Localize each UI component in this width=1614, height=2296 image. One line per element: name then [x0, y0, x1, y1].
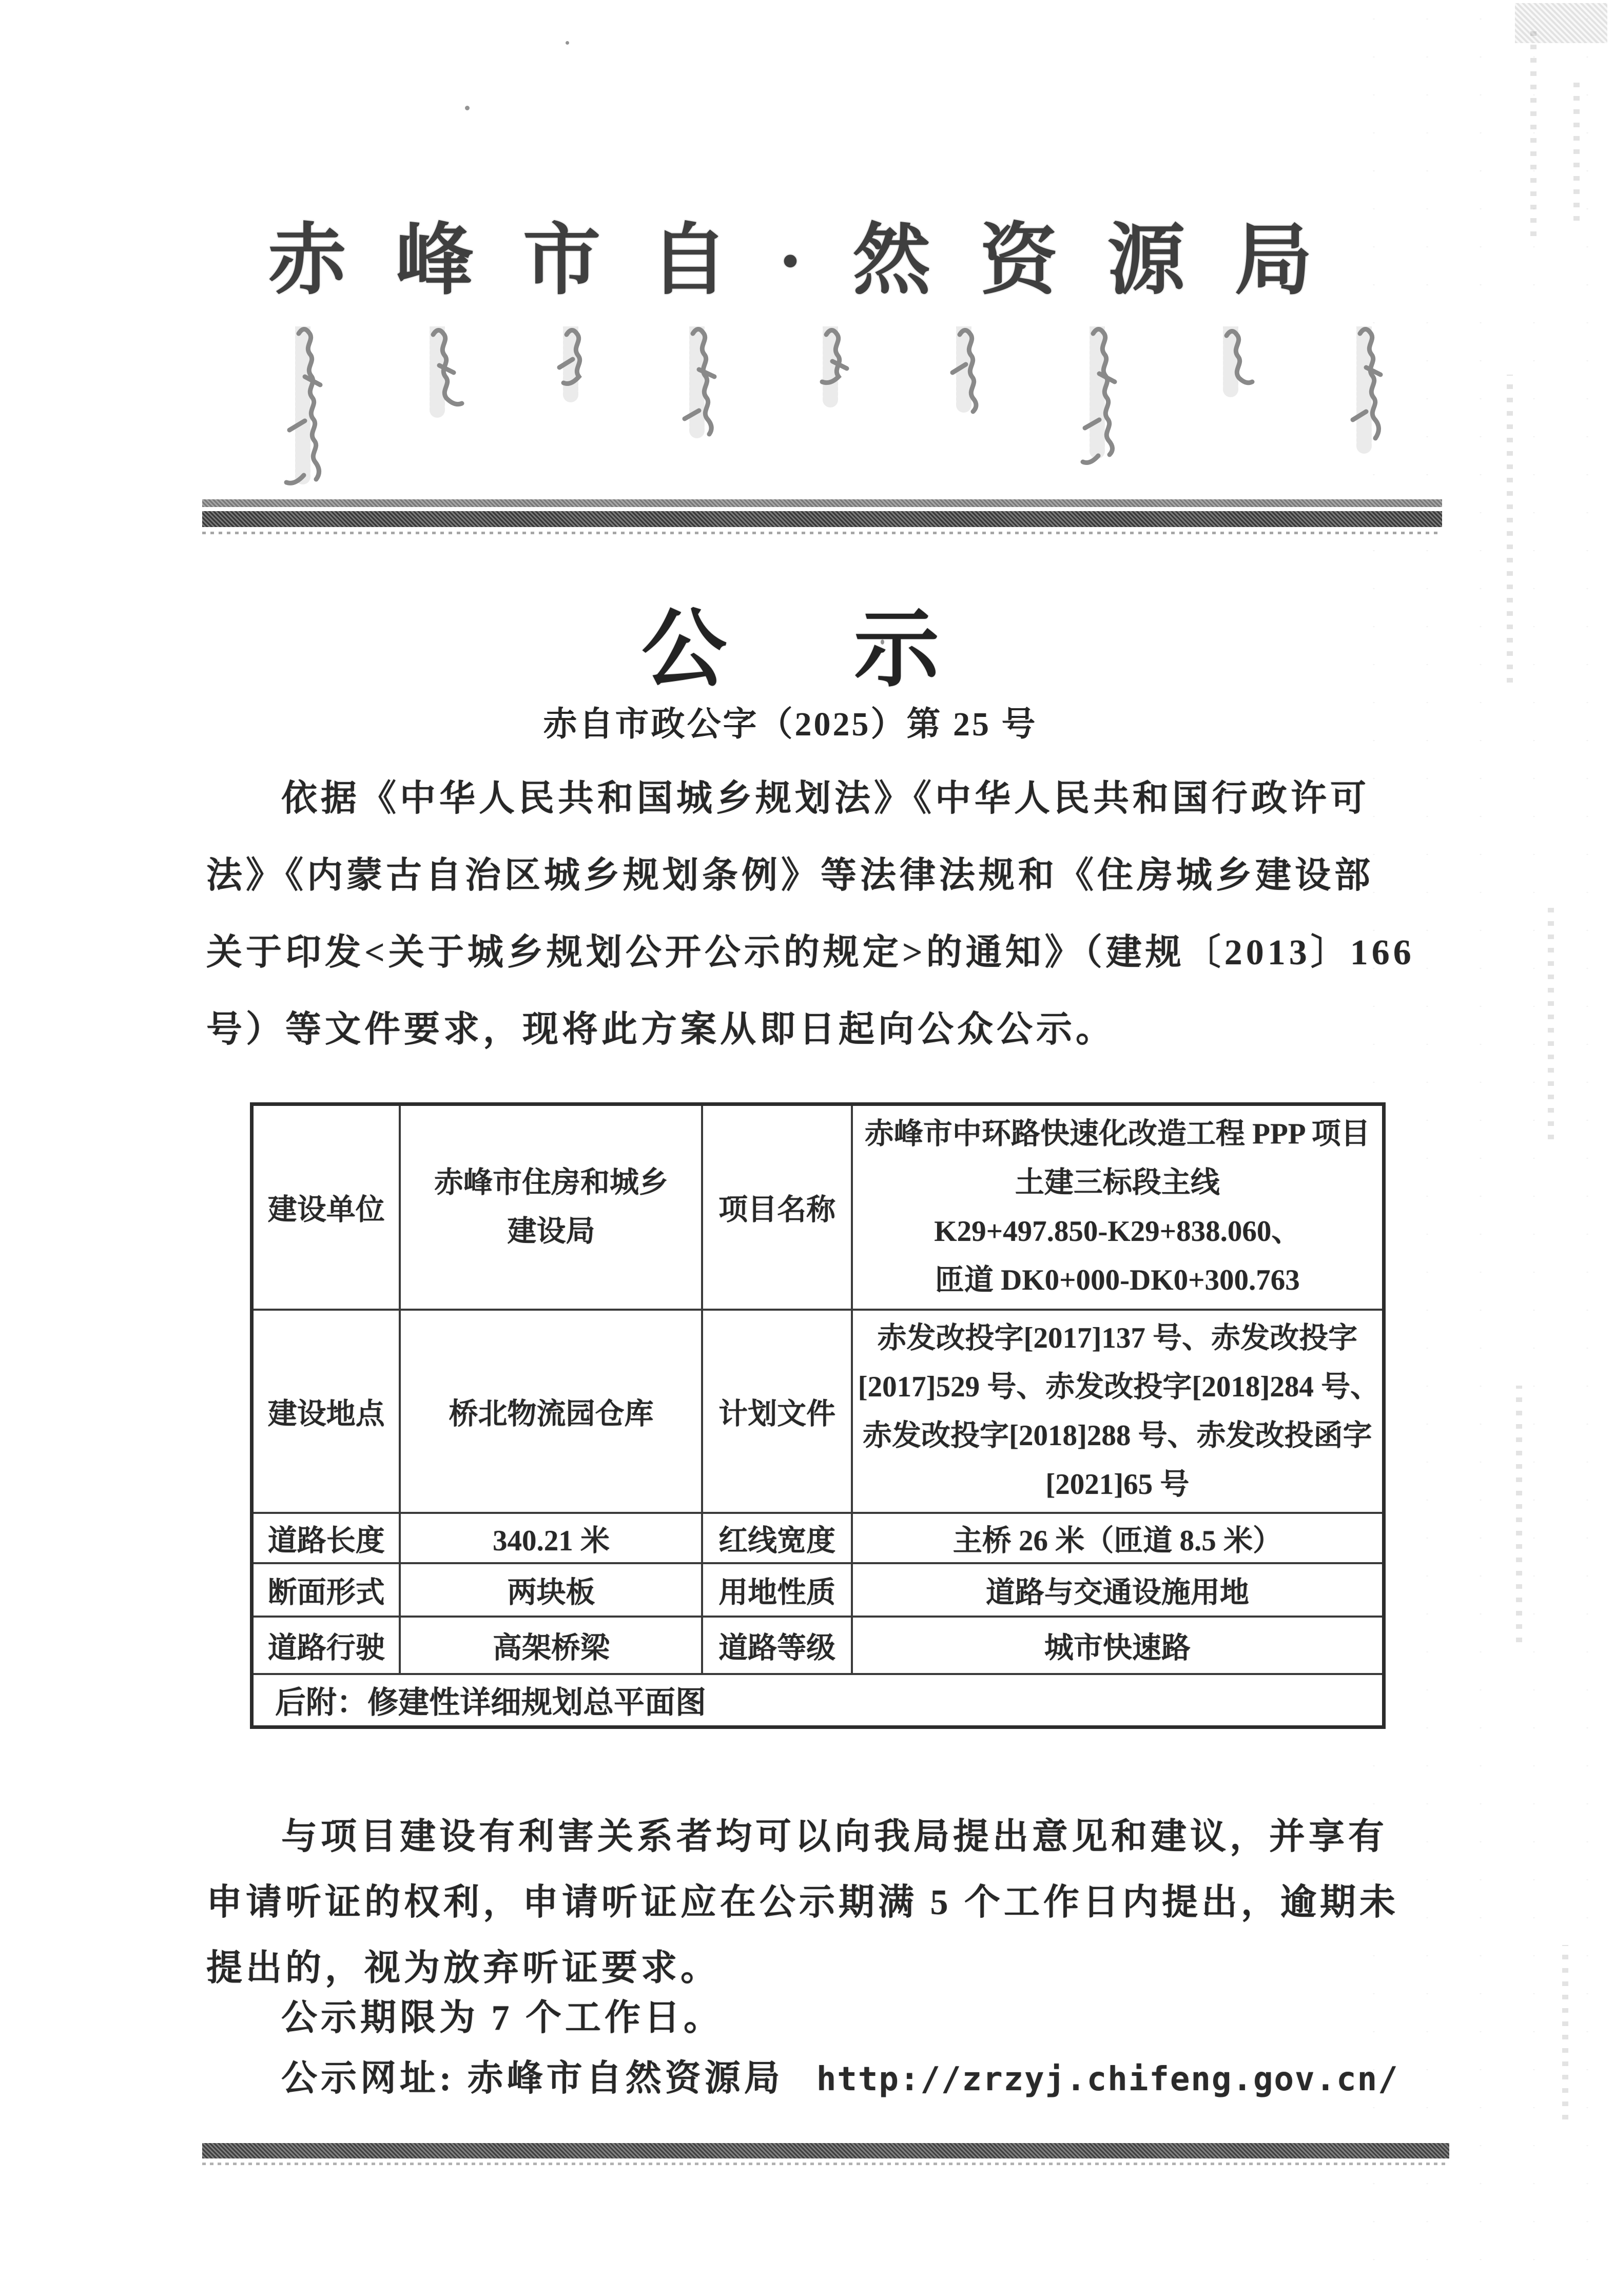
- cell-line: [2017]529 号、赤发改投字[2018]284 号、: [858, 1370, 1380, 1403]
- label-construction-site: 建设地点: [252, 1310, 400, 1513]
- scan-streak: [1530, 31, 1537, 236]
- footer-rule-dotted: [202, 2163, 1449, 2165]
- scan-speck: [566, 41, 569, 45]
- label-road-length: 道路长度: [252, 1513, 400, 1563]
- label-land-use: 用地性质: [702, 1563, 851, 1617]
- header-rule-dotted: [202, 532, 1442, 534]
- scan-streak: [1573, 77, 1580, 221]
- label-construction-unit: 建设单位: [252, 1104, 400, 1310]
- value-project-name: [852, 1104, 1384, 1310]
- label-road-grade: 道路等级: [702, 1617, 851, 1674]
- cell-line: 赤发改投字[2018]288 号、赤发改投函字: [862, 1419, 1372, 1452]
- publicity-period-line: 公示期限为 7 个工作日。: [281, 1998, 723, 2038]
- cell-line: K29+497.850-K29+838.060、: [934, 1215, 1301, 1248]
- mongolian-script-text: [226, 326, 1406, 496]
- intro-line: 号）等文件要求，现将此方案从即日起向公众公示。: [206, 1010, 1115, 1049]
- document-number: 赤自市政公字（2025）第 25 号: [543, 706, 1038, 743]
- attachment-note: 后附：修建性详细规划总平面图: [252, 1674, 1384, 1727]
- table-row: [252, 1310, 1384, 1513]
- label-project-name: 项目名称: [702, 1104, 851, 1310]
- scan-speck: [465, 106, 470, 110]
- table-row: [252, 1563, 1384, 1617]
- value-redline-width: 主桥 26 米（匝道 8.5 米）: [852, 1513, 1384, 1563]
- label-plan-documents: 计划文件: [702, 1310, 851, 1513]
- publicity-website-line: [206, 2051, 1417, 2108]
- value-land-use: 道路与交通设施用地: [852, 1563, 1384, 1617]
- cell-line: 赤峰市中环路快速化改造工程 PPP 项目: [864, 1118, 1370, 1151]
- cell-line: 赤发改投字[2017]137 号、赤发改投字: [877, 1321, 1358, 1354]
- label-redline-width: 红线宽度: [702, 1513, 851, 1563]
- scan-streak: [1548, 903, 1554, 1139]
- value-road-travel: 高架桥梁: [400, 1617, 702, 1674]
- intro-line: 法》《内蒙古自治区城乡规划条例》等法律法规和《住房城乡建设部: [206, 856, 1374, 896]
- table-row: [252, 1674, 1384, 1727]
- closing-line: 提出的，视为放弃听证要求。: [206, 1949, 720, 1988]
- notice-title: [0, 604, 1581, 696]
- footer-rule: [202, 2143, 1449, 2158]
- website-label: 公示网址: 赤峰市自然资源局: [281, 2059, 784, 2098]
- label-section-form: 断面形式: [252, 1563, 400, 1617]
- cell-line: 建设局: [507, 1215, 595, 1248]
- website-url: http://zrzyj.chifeng.gov.cn/: [816, 2060, 1399, 2098]
- project-info-table: [250, 1102, 1386, 1729]
- table-row: [252, 1617, 1384, 1674]
- value-plan-documents: [852, 1310, 1384, 1513]
- cell-line: 土建三标段主线: [1015, 1166, 1220, 1199]
- closing-line: 与项目建设有利害关系者均可以向我局提出意见和建议，并享有: [281, 1817, 1388, 1857]
- label-road-travel: 道路行驶: [252, 1617, 400, 1674]
- header-rule-upper: [202, 499, 1442, 507]
- table-row: [252, 1104, 1384, 1310]
- value-construction-site: 桥北物流园仓库: [400, 1310, 702, 1513]
- intro-paragraph: [206, 761, 1417, 1068]
- value-road-grade: 城市快速路: [852, 1617, 1384, 1674]
- scan-streak: [1516, 1386, 1522, 1642]
- scan-streak: [1562, 1945, 1568, 2119]
- intro-line: 关于印发<关于城乡规划公开公示的规定>的通知》（建规〔2013〕166: [206, 933, 1415, 972]
- agency-header-title: 赤峰市自·然资源局: [268, 218, 1362, 304]
- notice-title-char: 示: [854, 602, 939, 697]
- cell-line: 匝道 DK0+000-DK0+300.763: [935, 1264, 1300, 1297]
- header-rule-lower: [202, 511, 1442, 527]
- closing-paragraph: [206, 1804, 1417, 2001]
- value-road-length: 340.21 米: [400, 1513, 702, 1563]
- closing-line: 申请听证的权利，申请听证应在公示期满 5 个工作日内提出，逾期未: [206, 1883, 1399, 1922]
- value-construction-unit: [400, 1104, 702, 1310]
- table-row: [252, 1513, 1384, 1563]
- notice-title-char: 公: [641, 602, 727, 697]
- cell-line: [2021]65 号: [1045, 1468, 1190, 1501]
- intro-line: 依据《中华人民共和国城乡规划法》《中华人民共和国行政许可: [281, 779, 1370, 819]
- cell-line: 赤峰市住房和城乡: [434, 1166, 668, 1199]
- value-section-form: 两块板: [400, 1563, 702, 1617]
- scan-noise-top-right-corner: [1515, 3, 1607, 43]
